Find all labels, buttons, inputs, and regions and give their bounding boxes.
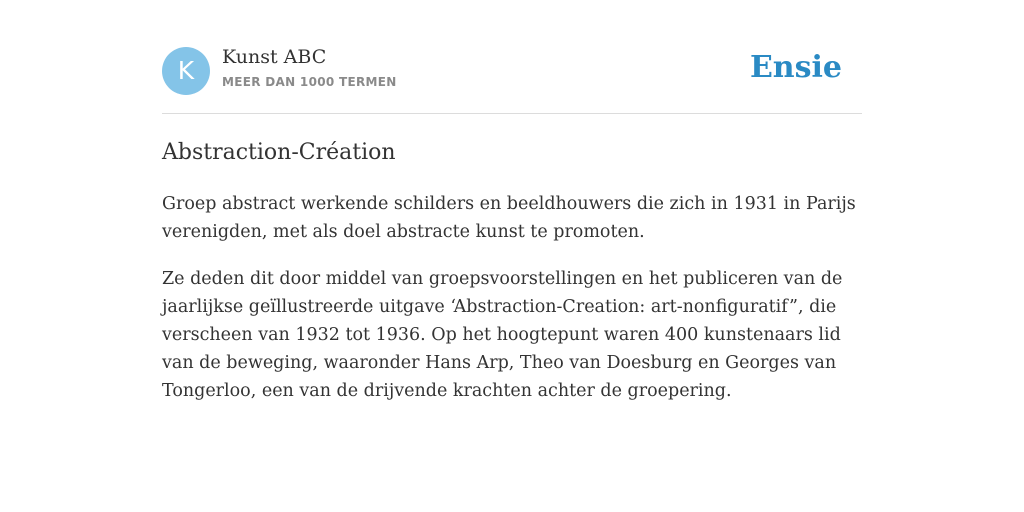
source-name[interactable]: Kunst ABC	[222, 46, 327, 68]
page-title: Abstraction-Création	[162, 140, 396, 165]
paragraph-2: Ze deden dit door middel van groepsvoorstellingen en het publiceren van de jaarlijkse geïllustreerde uitgave ‘Abstraction-Creation: art-nonfiguratif”, die verscheen van 1932 tot 1936. Op het hoogtepunt waren 400 kunstenaars lid van de beweging, waaronder Hans Arp, Theo van Doesburg en Georges van Tongerloo, een van de drijvende krachten achter de groepering.	[162, 269, 843, 401]
header	[162, 0, 862, 114]
page	[162, 0, 862, 405]
avatar[interactable]: K	[162, 47, 210, 95]
source-term-count: MEER DAN 1000 TERMEN	[222, 75, 397, 89]
paragraph-1: Groep abstract werkende schilders en beeldhouwers die zich in 1931 in Parijs verenigden, met als doel abstracte kunst te promoten.	[162, 194, 856, 242]
brand-logo[interactable]: Ensie	[749, 50, 842, 85]
